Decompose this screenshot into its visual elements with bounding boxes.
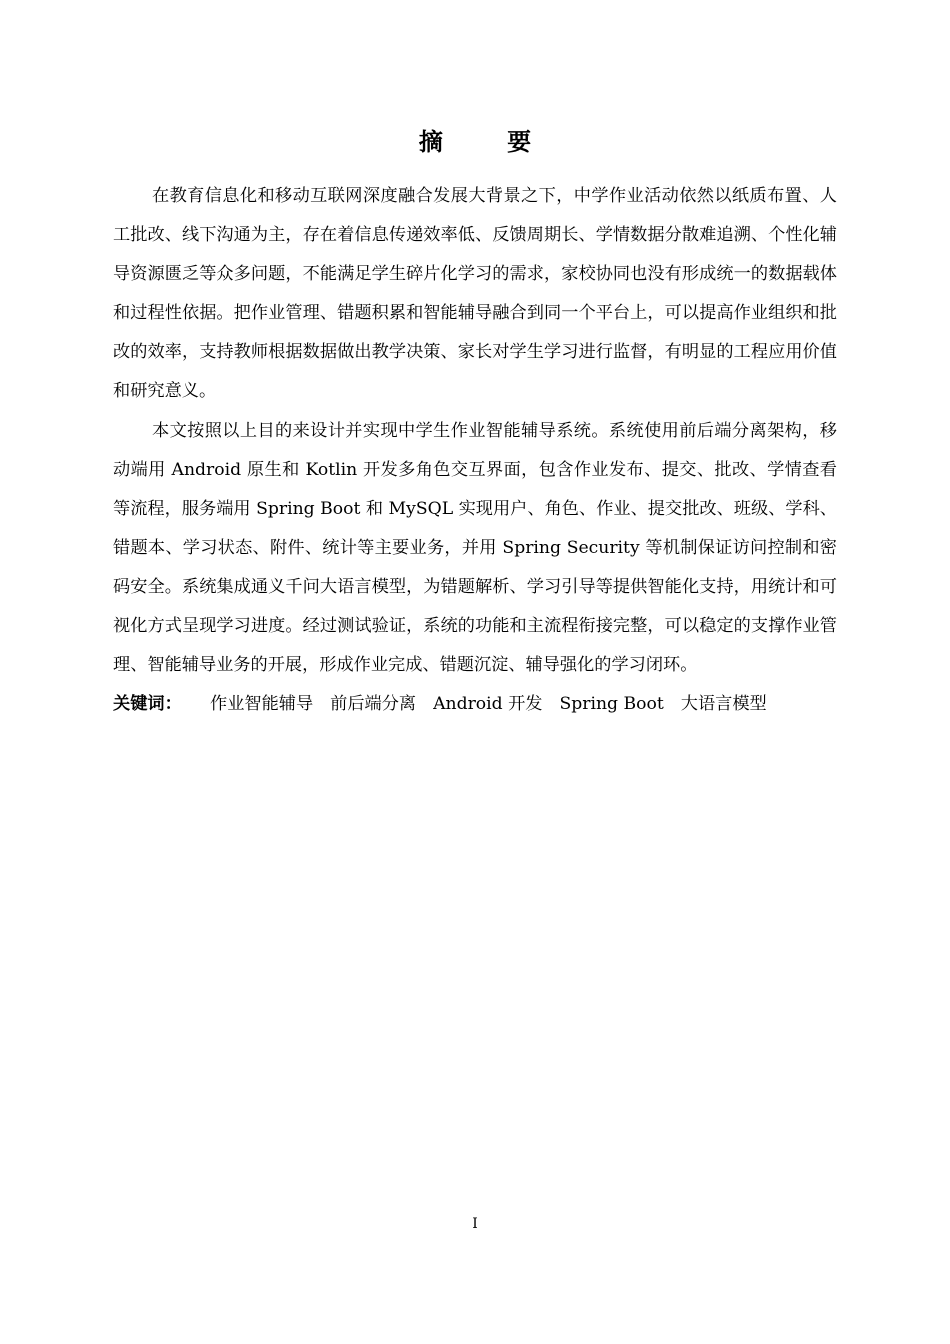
page-number: I xyxy=(472,1216,478,1232)
keyword-item: Android 开发 xyxy=(433,694,543,715)
keyword-item: Spring Boot xyxy=(559,694,664,715)
keywords-line xyxy=(113,685,837,724)
keyword-item: 大语言模型 xyxy=(680,694,767,715)
keywords-label: 关键词： xyxy=(113,694,182,715)
keyword-item: 作业智能辅导 xyxy=(210,694,314,715)
keyword-item: 前后端分离 xyxy=(330,694,417,715)
page-title: 摘 要 xyxy=(418,128,560,156)
abstract-paragraph-2: 本文按照以上目的来设计并实现中学生作业智能辅导系统。系统使用前后端分离架构，移动端用 Android 原生和 Kotlin 开发多角色交互界面，包含作业发布、提交、批改、学情查看等流程，服务端用 Spring Boot 和 MySQL 实现用户、角色、作业、提交批改、班级、学科、错题本、学习状态、附件、统计等主要业务，并用 Spring Security 等机制保证访问控制和密码安全。系统集成通义千问大语言模型，为错题解析、学习引导等提供智能化支持，用统计和可视化方式呈现学习进度。经过测试验证，系统的功能和主流程衔接完整，可以稳定的支撑作业管理、智能辅导业务的开展，形成作业完成、错题沉淀、辅导强化的学习闭环。 xyxy=(113,420,837,676)
abstract-paragraph-1: 在教育信息化和移动互联网深度融合发展大背景之下，中学作业活动依然以纸质布置、人工批改、线下沟通为主，存在着信息传递效率低、反馈周期长、学情数据分散难追溯、个性化辅导资源匮乏等众多问题，不能满足学生碎片化学习的需求，家校协同也没有形成统一的数据载体和过程性依据。把作业管理、错题积累和智能辅导融合到同一个平台上，可以提高作业组织和批改的效率，支持教师根据数据做出教学决策、家长对学生学习进行监督，有明显的工程应用价值和研究意义。 xyxy=(113,186,837,402)
abstract-body xyxy=(113,177,837,724)
